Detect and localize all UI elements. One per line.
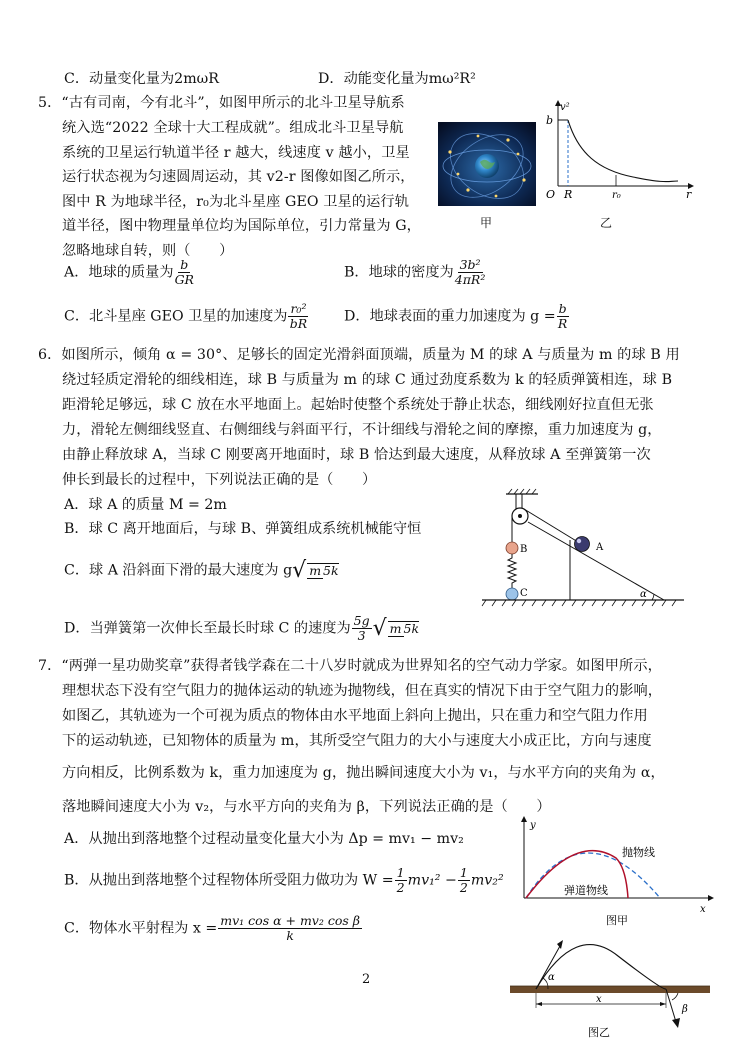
fig-jia-x: x (700, 904, 706, 915)
ball-c-label: C (520, 588, 528, 599)
frac-den: GR (174, 272, 194, 287)
q5-line: 系统的卫星运行轨道半径 r 越大，线速度 v 越小，卫星 (62, 145, 410, 161)
q7-option-b-text: B．从抛出到落地整个过程物体所受阻力做功为 W = (64, 872, 394, 889)
q5-option-a (64, 258, 195, 287)
graph-R-label: R (564, 188, 573, 201)
q5-line: 图中 R 为地球半径，r₀为北斗星座 GEO 卫星的运行轨 (62, 194, 409, 210)
v2-r-graph (538, 98, 698, 210)
fig-yi-beta: β (682, 1004, 688, 1015)
q5-option-d-frac (557, 302, 569, 331)
sqrt-sign: √ (292, 558, 307, 583)
q5-line: 道半径，图中物理量单位均为国际单位，引力常量为 G， (62, 218, 421, 234)
ball-a-label: A (596, 542, 604, 553)
q7-line: 下的运动轨迹，已知物体的质量为 m，其所受空气阻力的大小与速度大小成正比，方向与速度 (62, 733, 652, 749)
beidou-satellite-image (438, 122, 536, 206)
frac-den: R (557, 316, 568, 331)
parabola-label: 抛物线 (622, 846, 655, 859)
frac-num: m (389, 621, 402, 636)
q5-option-d-text: D．地球表面的重力加速度为 g = (344, 308, 556, 325)
q6-option-a: A．球 A 的质量 M = 2m (64, 497, 227, 513)
graph-r0-label: r₀ (612, 190, 621, 201)
q6-line: 距滑轮足够远，球 C 放在水平地面上。起始时使整个系统处于静止状态，细线刚好拉直但无张 (62, 397, 654, 413)
q6-option-d (64, 614, 420, 643)
q5-line: 忽略地球自转，则（ ） (62, 243, 234, 259)
q5-line: 运行状态视为匀速圆周运动，其 v2-r 图像如图乙所示， (62, 169, 415, 185)
q7-option-a: A．从抛出到落地整个过程动量变化量大小为 Δp = mv₁ − mv₂ (64, 831, 464, 847)
fig-yi-alpha: α (548, 972, 555, 983)
q7-option-c (64, 914, 363, 943)
fig-yi-label: 乙 (600, 216, 613, 230)
q6-option-d-frac (388, 621, 419, 636)
q7-line: 如图乙，其轨迹为一个可视为质点的物体由水平地面上斜向上抛出，只在重力和空气阻力作用 (62, 708, 648, 724)
q6-option-c-text: C．球 A 沿斜面下滑的最大速度为 g (64, 562, 293, 579)
fig-yi-caption: 图乙 (588, 1026, 610, 1039)
trajectory-figure-jia (512, 816, 722, 932)
ballistic-label: 弹道物线 (564, 884, 608, 897)
frac-num: r₀² (290, 301, 307, 316)
q7-line: 落地瞬间速度大小为 v₂，与水平方向的夹角为 β，下列说法正确的是（ ） (62, 799, 551, 815)
q5-option-c-text: C．北斗星座 GEO 卫星的加速度为 (64, 308, 288, 325)
frac-num: b (180, 257, 189, 272)
q5-line: 统入选“2022 全球十大工程成就”。组成北斗卫星导航 (62, 120, 404, 136)
ball-b (506, 542, 518, 554)
fig-yi-x: x (596, 994, 602, 1005)
ground-bar (510, 986, 710, 993)
frac-num: 5g (353, 613, 370, 628)
incline-pulley-figure (478, 488, 688, 610)
frac-num: mv₁ cos α + mv₂ cos β (220, 913, 360, 928)
frac-num: b (558, 301, 567, 316)
sqrt-sign: √ (372, 616, 387, 641)
alpha-label: α (640, 589, 647, 600)
q6-option-b: B．球 C 离开地面后，与球 B、弹簧组成系统机械能守恒 (64, 521, 422, 537)
graph-origin-label: O (546, 188, 556, 201)
frac-num: 1 (396, 865, 405, 880)
frac-den: 3 (357, 628, 366, 643)
q5-option-d (344, 302, 570, 331)
frac-den: 5k (323, 563, 339, 578)
spring (508, 554, 516, 588)
q5-line: 5．“古有司南，今有北斗”，如图甲所示的北斗卫星导航系 (38, 95, 405, 111)
q6-line: 伸长到最长的过程中，下列说法正确的是（ ） (62, 472, 377, 488)
frac-den: 4πR² (454, 272, 486, 287)
q5-option-a-text: A．地球的质量为 (64, 264, 174, 281)
ball-a (575, 537, 590, 552)
q5-option-b-text: B．地球的密度为 (344, 264, 454, 281)
q5-option-c (64, 302, 309, 331)
q7-line: 方向相反，比例系数为 k，重力加速度为 g，抛出瞬间速度大小为 v₁，与水平方向的夹角为 α， (62, 765, 665, 781)
q6-line: 由静止释放球 A，当球 C 刚要离开地面时，球 B 恰达到最大速度，从释放球 A 至弹簧第一次 (62, 447, 651, 463)
frac-den: 2 (396, 880, 405, 895)
q7-option-c-text: C．物体水平射程为 x = (64, 920, 218, 937)
graph-b-label: b (546, 114, 554, 127)
trajectory-figure-yi (506, 936, 716, 1056)
frac-num: 3b² (459, 257, 481, 272)
frac-num: m (309, 563, 322, 578)
landing-velocity-arrow (666, 989, 676, 1022)
q7-option-c-frac (218, 914, 362, 943)
q6-option-c-frac (307, 563, 338, 578)
fig-jia-caption: 图甲 (606, 914, 628, 927)
q6-line: 绕过轻质定滑轮的细线相连，球 B 与质量为 m 的球 C 通过劲度系数为 k 的轻质弹簧相连，球 B (62, 372, 673, 388)
frac-den: k (286, 928, 294, 943)
half-frac (395, 866, 407, 895)
q7-option-b-end: mv₂² (470, 872, 504, 889)
q4-option-d: D．动能变化量为mω²R² (318, 71, 476, 87)
q7-option-b-mid: mv₁² − (407, 872, 457, 889)
ball-c (506, 588, 518, 600)
half-frac (458, 866, 470, 895)
q5-option-a-frac (175, 258, 194, 287)
frac-den: bR (289, 316, 308, 331)
q6-option-d-text: D．当弹簧第一次伸长至最长时球 C 的速度为 (64, 620, 351, 637)
trajectory-curve (536, 945, 666, 989)
q6-line: 6．如图所示，倾角 α = 30°、足够长的固定光滑斜面顶端，质量为 M 的球 A 与质量为 m 的球 B 用 (38, 347, 680, 363)
q7-line: 理想状态下没有空气阻力的抛体运动的轨迹为抛物线，但在真实的情况下由于空气阻力的影响， (62, 683, 663, 699)
page-number: 2 (362, 972, 371, 987)
q5-option-b (344, 258, 486, 287)
q6-option-c (64, 558, 340, 583)
q5-option-c-frac (288, 302, 308, 331)
graph-xlabel: r (686, 188, 692, 201)
graph-ylabel: v² (560, 102, 570, 113)
q6-line: 力，滑轮左侧细线竖直、右侧细线与斜面平行，不计细线与滑轮之间的摩擦，重力加速度为 g， (62, 422, 662, 438)
q7-option-b (64, 866, 504, 895)
q4-option-c: C．动量变化量为2mωR (64, 71, 219, 87)
ball-b-label: B (520, 544, 528, 555)
frac-den: 5k (403, 621, 420, 636)
q7-line: 7．“两弹一星功勋奖章”获得者钱学森在二十八岁时就成为世界知名的空气动力学家。如图甲所示， (38, 658, 662, 674)
fig-jia-label: 甲 (480, 216, 493, 230)
q5-option-b-frac (455, 258, 486, 287)
frac-den: 2 (459, 880, 468, 895)
fig-jia-y: y (530, 820, 536, 831)
frac-num: 1 (459, 865, 468, 880)
q6-option-d-coef (352, 614, 372, 643)
